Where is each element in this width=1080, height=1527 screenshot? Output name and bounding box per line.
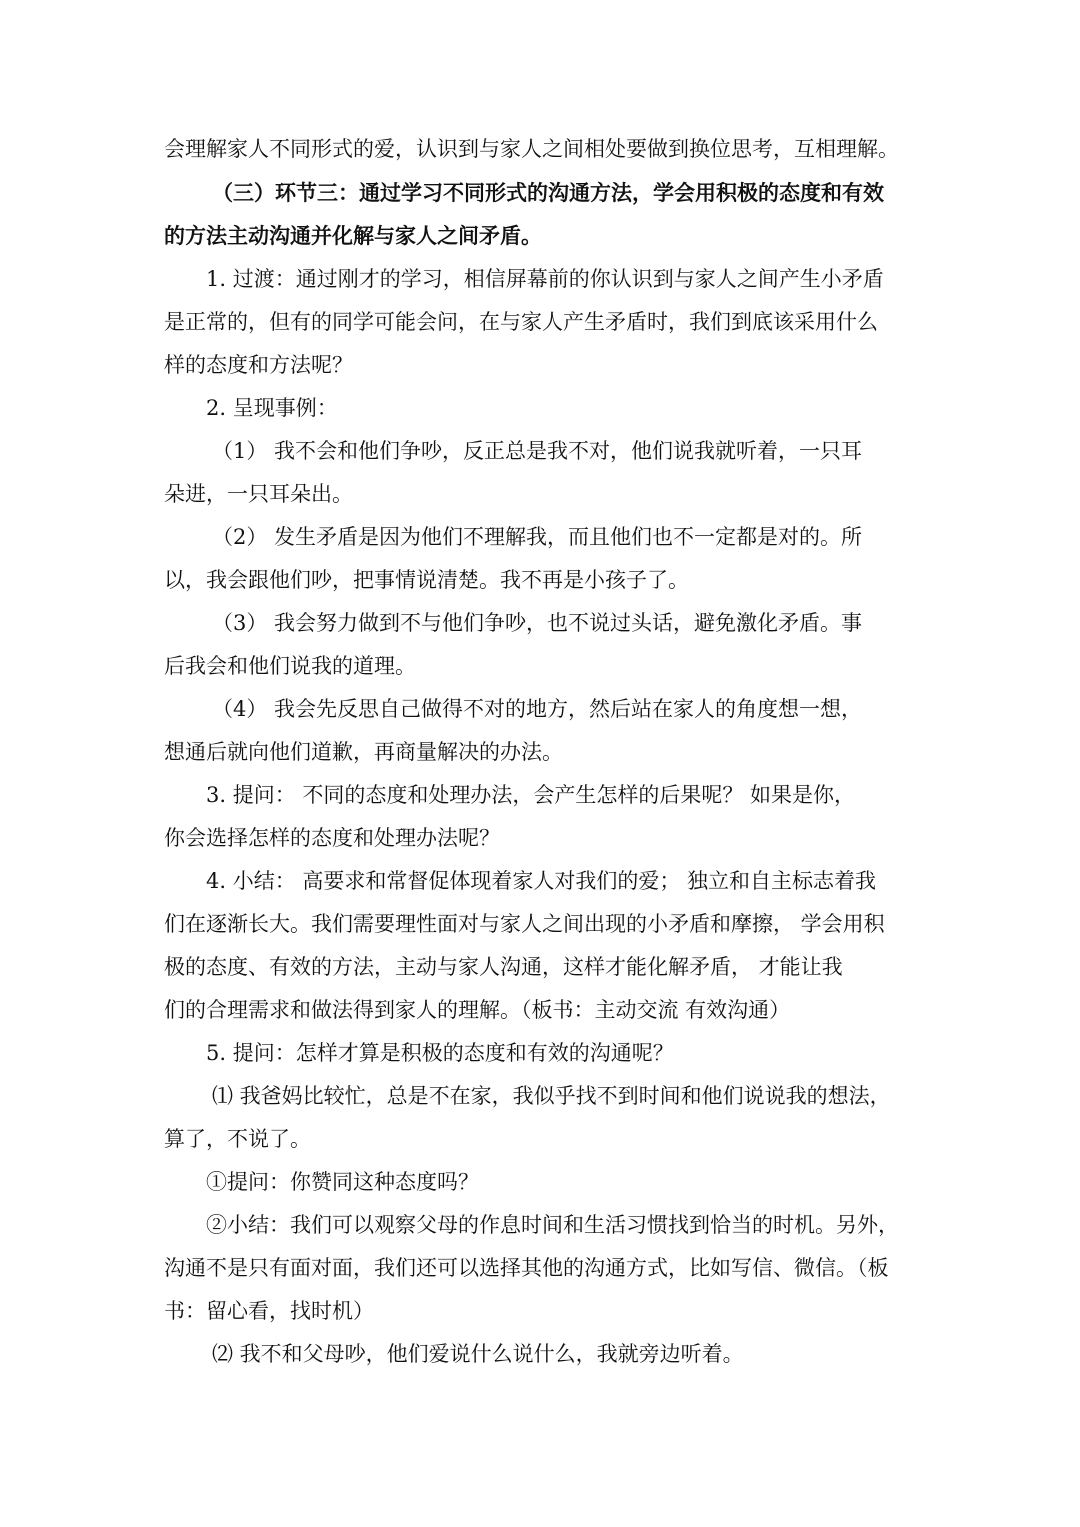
section-heading-line: 的方法主动沟通并化解与家人之间矛盾。 [164, 223, 542, 248]
paragraph-line: 们在逐渐长大。我们需要理性面对与家人之间出现的小矛盾和摩擦， 学会用积 [164, 912, 885, 936]
paragraph-line: 书：留心看，找时机） [164, 1299, 374, 1323]
paragraph-line: 朵进，一只耳朵出。 [164, 482, 353, 506]
paragraph-line: 4. 小结： 高要求和常督促体现着家人对我们的爱； 独立和自主标志着我 [206, 869, 877, 893]
paragraph-line: ①提问：你赞同这种态度吗？ [206, 1170, 479, 1194]
paragraph-line: 后我会和他们说我的道理。 [164, 654, 416, 678]
paragraph-line: 想通后就向他们道歉，再商量解决的办法。 [164, 740, 563, 764]
paragraph-line: ⑴ 我爸妈比较忙，总是不在家，我似乎找不到时间和他们说说我的想法， [212, 1084, 891, 1108]
paragraph-line: 3. 提问： 不同的态度和处理办法，会产生怎样的后果呢？ 如果是你， [206, 783, 856, 807]
paragraph-line: 会理解家人不同形式的爱，认识到与家人之间相处要做到换位思考，互相理解。 [164, 137, 899, 161]
paragraph-line: ⑵ 我不和父母吵，他们爱说什么说什么，我就旁边听着。 [212, 1342, 744, 1366]
paragraph-line: （4） 我会先反思自己做得不对的地方，然后站在家人的角度想一想， [212, 697, 863, 721]
paragraph-line: 极的态度、有效的方法，主动与家人沟通，这样才能化解矛盾， 才能让我 [164, 955, 843, 979]
paragraph-line: 们的合理需求和做法得到家人的理解。（板书：主动交流 有效沟通） [164, 998, 791, 1022]
section-heading-line: （三）环节三：通过学习不同形式的沟通方法，学会用积极的态度和有效 [212, 180, 884, 205]
paragraph-line: 算了，不说了。 [164, 1127, 311, 1151]
paragraph-line: 你会选择怎样的态度和处理办法呢？ [164, 826, 500, 850]
paragraph-line: 是正常的，但有的同学可能会问，在与家人产生矛盾时，我们到底该采用什么 [164, 310, 878, 334]
paragraph-line: 2. 呈现事例： [206, 396, 338, 420]
paragraph-line: （3） 我会努力做到不与他们争吵，也不说过头话，避免激化矛盾。事 [212, 611, 863, 635]
paragraph-line: （1） 我不会和他们争吵，反正总是我不对，他们说我就听着，一只耳 [212, 439, 863, 463]
paragraph-line: 以，我会跟他们吵，把事情说清楚。我不再是小孩子了。 [164, 568, 689, 592]
paragraph-line: 沟通不是只有面对面，我们还可以选择其他的沟通方式，比如写信、微信。（板 [164, 1256, 889, 1280]
paragraph-line: （2） 发生矛盾是因为他们不理解我，而且他们也不一定都是对的。所 [212, 525, 863, 549]
paragraph-line: 5. 提问：怎样才算是积极的态度和有效的沟通呢？ [206, 1041, 674, 1065]
paragraph-line: 1. 过渡：通过刚才的学习，相信屏幕前的你认识到与家人之间产生小矛盾 [206, 267, 884, 291]
paragraph-line: 样的态度和方法呢？ [164, 353, 353, 377]
paragraph-line: ②小结：我们可以观察父母的作息时间和生活习惯找到恰当的时机。另外， [206, 1213, 899, 1237]
